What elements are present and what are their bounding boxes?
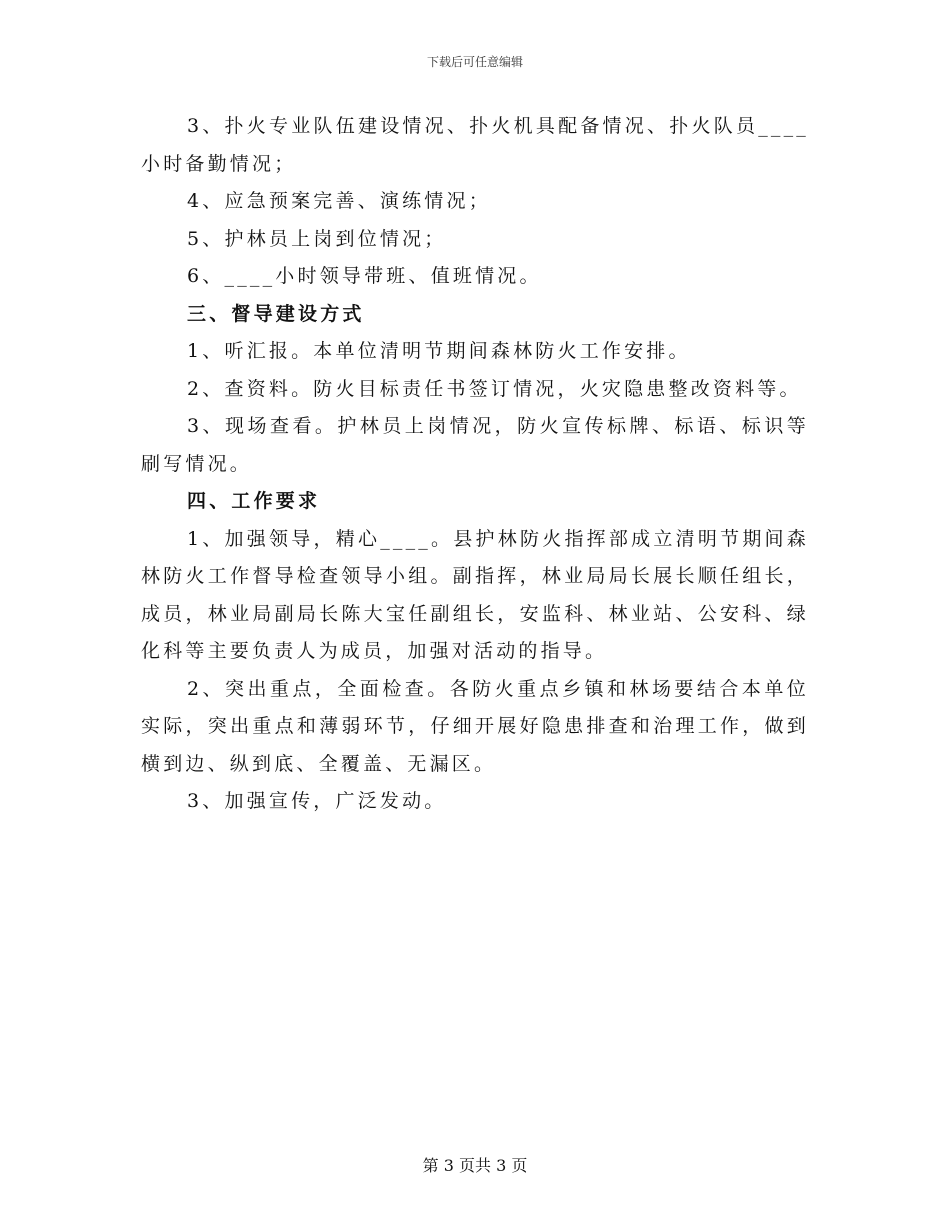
paragraph-item-6: 6、____小时领导带班、值班情况。	[187, 265, 542, 287]
paragraph-highlight-priorities: 2、突出重点，全面检查。各防火重点乡镇和林场要结合本单位实际，突出重点和薄弱环节，仔细开展好隐患排查和治理工作，做到横到边、纵到底、全覆盖、无漏区。	[141, 677, 809, 775]
document-body	[141, 108, 809, 821]
paragraph-item-5: 5、护林员上岗到位情况；	[187, 227, 447, 250]
page-footer: 第 3 页共 3 页	[422, 1156, 528, 1175]
paragraph-check-materials: 2、查资料。防火目标责任书签订情况，火灾隐患整改资料等。	[187, 377, 802, 400]
paragraph-site-inspection: 3、现场查看。护林员上岗情况，防火宣传标牌、标语、标识等刷写情况。	[141, 415, 809, 475]
paragraph-listen-report: 1、听汇报。本单位清明节期间森林防火工作安排。	[187, 340, 691, 362]
section-heading-supervision-method: 三、督导建设方式	[187, 302, 365, 325]
section-heading-work-requirements: 四、工作要求	[187, 490, 321, 512]
page-header: 下载后可任意编辑	[426, 55, 523, 69]
paragraph-strengthen-publicity: 3、加强宣传，广泛发动。	[187, 790, 447, 812]
paragraph-item-3: 3、扑火专业队伍建设情况、扑火机具配备情况、扑火队员____小时备勤情况；	[141, 115, 809, 175]
paragraph-strengthen-leadership: 1、加强领导，精心____。县护林防火指挥部成立清明节期间森林防火工作督导检查领导小组。副指挥，林业局局长展长顺任组长，成员，林业局副局长陈大宝任副组长，安监科、林业站、公安科、绿化科等主要负责人为成员，加强对活动的指导。	[141, 527, 809, 662]
paragraph-item-4: 4、应急预案完善、演练情况；	[187, 190, 491, 212]
